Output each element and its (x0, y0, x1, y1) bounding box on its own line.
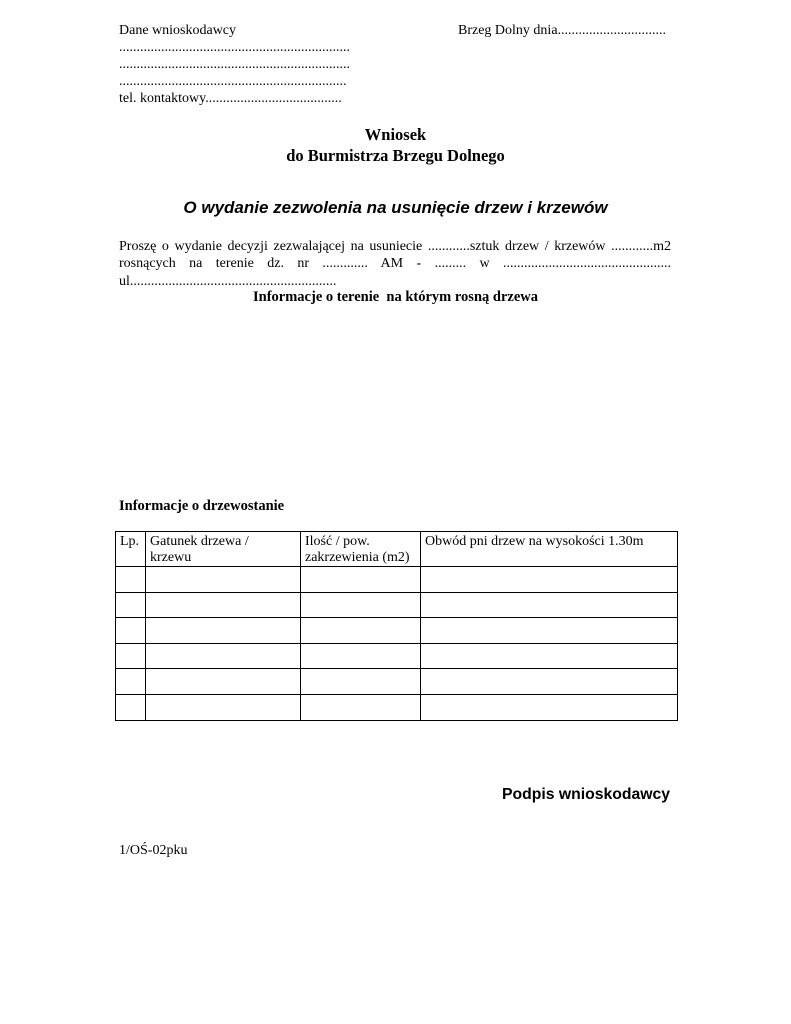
applicant-data-label: Dane wnioskodawcy (119, 22, 237, 38)
table-cell (116, 567, 146, 593)
table-cell (421, 618, 678, 644)
site-info-item-c-continuation (119, 394, 671, 420)
table-cell (421, 567, 678, 593)
table-cell (116, 669, 146, 695)
site-info-item-a (119, 317, 671, 343)
table-row (116, 669, 678, 695)
table-cell (146, 643, 301, 669)
table-header-row (116, 532, 678, 567)
table-cell (146, 618, 301, 644)
form-code: 1/OŚ-02pku (119, 842, 188, 858)
table-cell (421, 669, 678, 695)
table-row (116, 567, 678, 593)
site-info-item-d (119, 419, 671, 445)
table-cell (421, 592, 678, 618)
table-cell (146, 567, 301, 593)
request-subject: O wydanie zezwolenia na usunięcie drzew i krzewów (183, 198, 608, 217)
table-cell (301, 567, 421, 593)
applicant-data-block (119, 22, 359, 107)
table-cell (116, 592, 146, 618)
applicant-line-2: .................................................................. (119, 56, 350, 72)
table-cell (421, 694, 678, 720)
tree-stand-table (115, 531, 678, 721)
column-header-quantity: Ilość / pow. zakrzewienia (m2) (301, 532, 421, 567)
site-info-list (119, 317, 671, 496)
applicant-line-3: ................................................................. (119, 73, 347, 89)
request-title: Wniosek (364, 124, 427, 144)
request-paragraph (119, 238, 671, 291)
column-header-species (146, 532, 301, 567)
site-info-item-e-continuation (119, 470, 671, 496)
signature-label: Podpis wnioskodawcy (501, 786, 670, 803)
column-header-circumference: Obwód pni drzew na wysokości 1.30m (421, 532, 678, 567)
table-cell (146, 694, 301, 720)
site-info-item-c (119, 368, 671, 394)
applicant-line-1: .................................................................. (119, 39, 350, 55)
request-line-3: ul........................................................... (119, 273, 337, 289)
column-header-lp: Lp. (116, 532, 146, 567)
table-cell (146, 669, 301, 695)
site-info-item-b (119, 343, 671, 369)
applicant-phone-line: tel. kontaktowy....................................... (119, 90, 342, 106)
place-date-block (458, 22, 683, 39)
site-info-heading: Informacje o terenie na którym rosną drzewa (253, 288, 538, 305)
table-cell (116, 694, 146, 720)
table-cell (301, 592, 421, 618)
table-cell (301, 669, 421, 695)
table-cell (146, 592, 301, 618)
table-cell (301, 643, 421, 669)
table-cell (421, 643, 678, 669)
request-line-2: rosnących na terenie dz. nr ............. AM - ......... w ................................................ (119, 256, 671, 271)
document-title (0, 124, 791, 166)
request-line-1: Proszę o wydanie decyzji zezwalającej na usuniecie ............sztuk drzew / krzewów ............m2 (119, 238, 671, 254)
table-row (116, 618, 678, 644)
site-info-item-e (119, 445, 671, 471)
table-cell (116, 643, 146, 669)
table-cell (116, 618, 146, 644)
table-row (116, 643, 678, 669)
column-header-species-label: Gatunek drzewa / krzewu (150, 534, 249, 565)
stand-info-heading: Informacje o drzewostanie (119, 497, 285, 514)
request-addressee: do Burmistrza Brzegu Dolnego (286, 145, 505, 165)
place-date-line: Brzeg Dolny dnia............................... (458, 22, 667, 38)
table-row (116, 592, 678, 618)
table-cell (301, 618, 421, 644)
table-cell (301, 694, 421, 720)
table-row (116, 694, 678, 720)
